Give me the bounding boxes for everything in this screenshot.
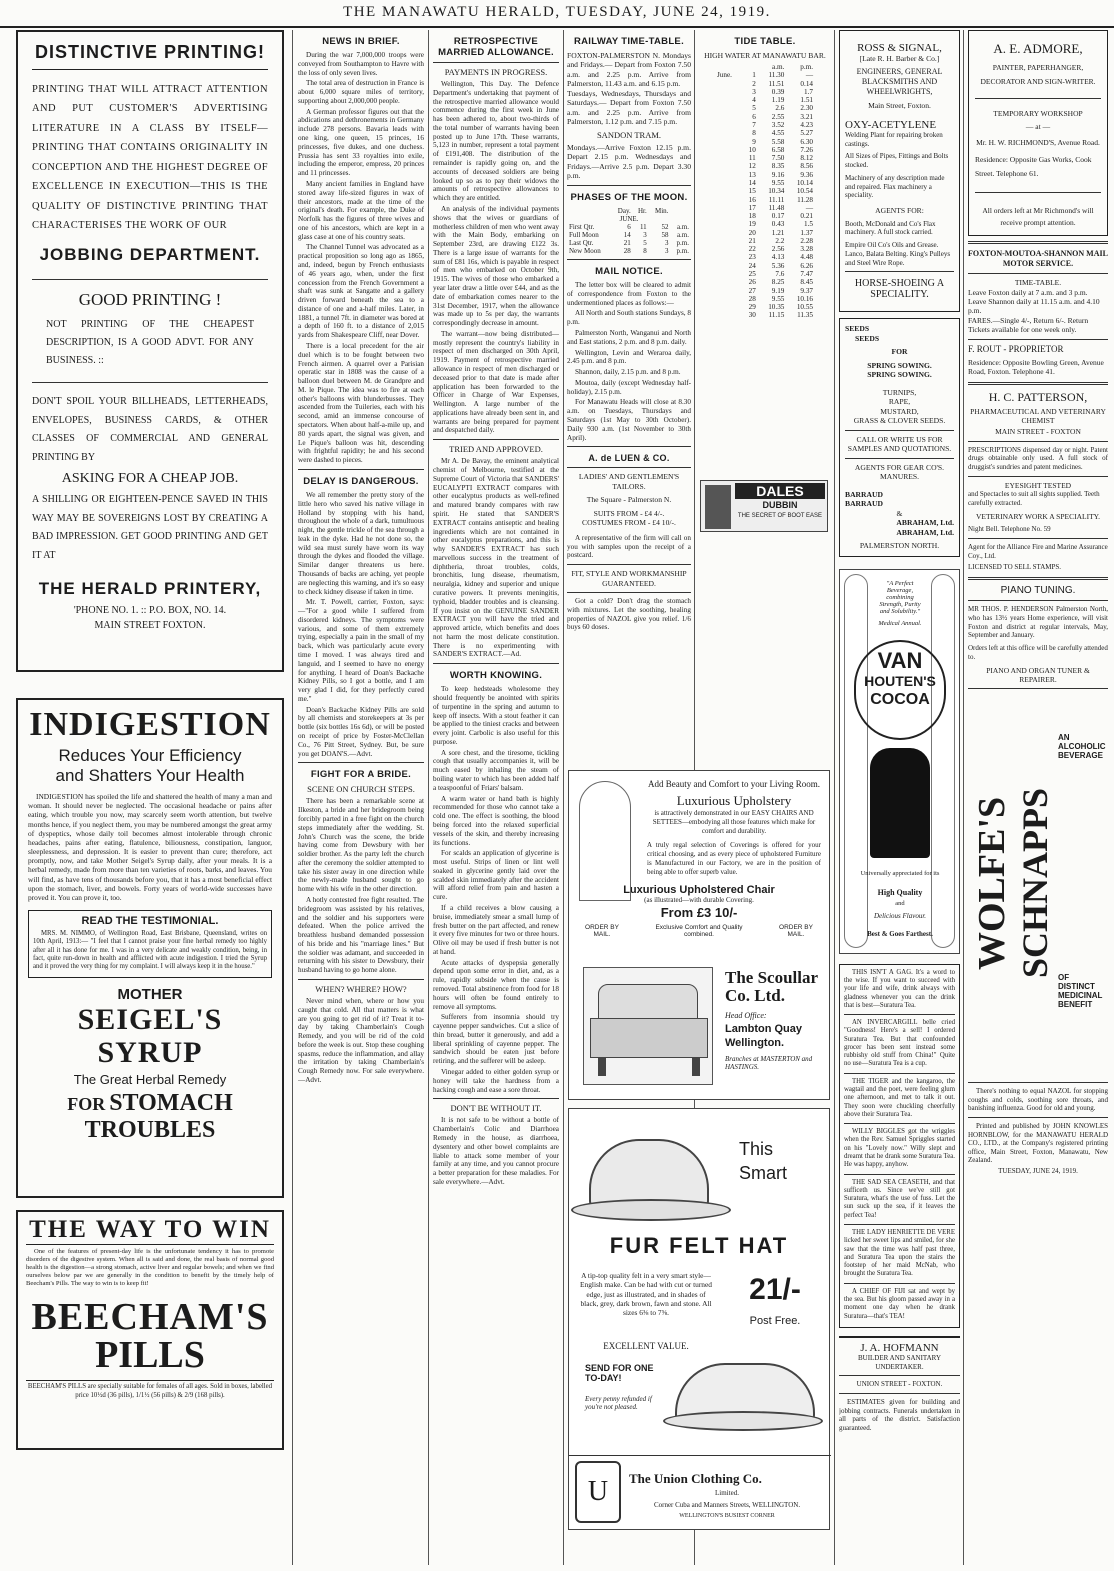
allowance-para: The warrant—now being distributed—mostly represent the country's liability in respect of men discharged on 30th April, 1919. Payment of retrospective married allowance in respect of men discharged or deceased prior to that date is made after application has been forwarded to the Officer in Charge of War Expenses, Wellington. A large number of the applications have already been sent in, and warrants are being prepared for payment and despatched daily.	[433, 329, 559, 435]
motor-title: FOXTON-MOUTOA-SHANNON MAIL MOTOR SERVICE.	[968, 249, 1108, 269]
deluen-tailors: LADIES' AND GENTLEMEN'S TAILORS.	[578, 472, 680, 491]
dont-spoil: DON'T SPOIL YOUR BILLHEADS, LETTERHEADS, ENVELOPES, BUSINESS CARDS, & OTHER CLASSES OF COMMERCIAL AND GENERAL PRINTING BY	[32, 396, 268, 463]
moon-row: New Moon 28 8 3 p.m.	[569, 247, 689, 256]
cocoa-medical: Medical Annual.	[878, 619, 922, 627]
news-para: The total area of destruction in France is about 6,000 square miles of territory, supporting about 2,000,000 people.	[298, 79, 424, 105]
shilling-saved: A SHILLING OR EIGHTEEN-PENCE SAVED IN THIS WAY MAY BE SOVEREIGNS LOST BY CREATING A BAD IMPRESSION. GET GOOD PRINTING AND GET IT AT	[32, 494, 268, 561]
ross-mach: Machinery of any description made and repaired. Flax machinery a speciality.	[845, 173, 945, 200]
tide-row: 19 0.43 1.5	[748, 220, 813, 229]
delay-para: We all remember the pretty story of the little hero who saved his native village in Holland by stopping with his hand, throughout the whole of a dark, tumultuous night, the gentle trickle of the sea through a leak in the dyke. Had he not done so, the wild sea must surely have worn its way through the dykes and flooded the village. Similar danger threatens us here. Thousands of backs are aching, yet people are neglecting this warning, and it's so easy to check kidney disease if taken in time.	[298, 490, 424, 596]
column-railway	[567, 30, 691, 740]
patterson-chem: PHARMACEUTICAL AND VETERINARY CHEMIST	[970, 406, 1106, 425]
tide-head-pm: p.m.	[800, 63, 813, 71]
piano-tuner: PIANO AND ORGAN TUNER & REPAIRER.	[986, 665, 1090, 684]
cocoa-best: Best & Goes Farthest.	[867, 929, 933, 938]
scoullar-body2: A truly regal selection of Coverings is offered for your critical choosing, and as every piece of upholstered Furniture is Manufactured in our Factory, we are in the position of being able to offer superb value.	[647, 841, 821, 876]
indigestion-title: INDIGESTION	[29, 706, 271, 743]
tide-row: 2 11.51 0.14	[752, 79, 813, 88]
ross-booth: Booth, McDonald and Co's Flax machinery. A full stock carried.	[845, 219, 936, 237]
allowance-heading: RETROSPECTIVE MARRIED ALLOWANCE.	[438, 36, 554, 58]
seed-turnips: TURNIPS,	[882, 387, 917, 397]
herald-printery: THE HERALD PRINTERY,	[38, 579, 262, 599]
tide-row: 30 11.15 11.35	[748, 311, 813, 320]
beechams: BEECHAM'S	[31, 1296, 269, 1339]
jobbing-dept: JOBBING DEPARTMENT.	[39, 245, 261, 265]
admore-title: A. E. ADMORE,	[993, 41, 1083, 56]
worth-para: A warm water or hand bath is highly recommended for those who cannot take a cold one. The effect is soothing, the blood being forced into the relaxed superficial vessels of the skin, and thereby increasing its functions.	[433, 794, 559, 847]
tide-row: 3 0.39 1.7	[752, 87, 813, 96]
patterson-spec: and Spectacles to suit all sights supplied. Teeth carefully extracted.	[968, 490, 1100, 507]
railway-heading: RAILWAY TIME-TABLE.	[573, 36, 685, 47]
deluen-title: A. de LUEN & CO.	[588, 453, 670, 464]
tide-row: 17 11.48 —	[748, 203, 813, 212]
cocoa-univ: Universally appreciated for its	[860, 869, 940, 877]
tide-row: 23 4.13 4.48	[748, 253, 813, 262]
scoullar-co: The Scoullar Co. Ltd.	[725, 968, 819, 1005]
tide-row: 18 0.17 0.21	[748, 212, 813, 221]
ladies-silhouette	[870, 748, 930, 858]
seed-mustard: MUSTARD,	[880, 406, 919, 416]
allowance-para: Wellington, This Day. The Defence Department's undertaking that payment of the retrospective married allowance would commence during the first week in June has been adhered to, about two-thirds of the total number of warrants having been posted up to June 17th. These warrants, 5,123 in number, represent a total payment of £191,408. The distribution of the remainder is rapidly going on, and the accounts of deceased soldiers are being looked up so as to pay their widows the amounts of retrospective allowances to which they are entitled.	[433, 80, 559, 203]
tide-row: 4 1.19 1.51	[752, 96, 813, 105]
ross-main: Main Street, Foxton.	[868, 101, 931, 111]
scoullar-illus: (as illustrated—with durable Covering.	[644, 896, 754, 905]
cocoa-del: Delicious Flavour.	[873, 911, 927, 920]
barraud-2: BARRAUD	[845, 499, 883, 509]
oxy-title: OXY-ACETYLENE	[845, 118, 937, 131]
seed-rape: RAPE,	[888, 397, 911, 407]
cocoa-oval	[854, 640, 946, 740]
printing-body: PRINTING THAT WILL ATTRACT ATTENTION AND PUT CUSTOMER'S ADVERTISING LITERATURE IN A CLASS BY ITSELF—PRINTING THAT CONTAINS ORIGINALITY IN CONCEPTION AND THE HIGHEST DEGREE OF EXCELLENCE IN EXECUTION—THIS IS THE QUALITY OF DISTINCTIVE PRINTING THAT CHARACTERISES THE WORK OF OUR	[32, 84, 268, 231]
hofmann-street: UNION STREET - FOXTON.	[856, 1380, 943, 1389]
piano-thos: MR THOS. P. HENDERSON Palmerston North, who has 13½ years Home experience, will visit Foxton and district at regular intervals, May, September and January.	[968, 605, 1108, 640]
moon-head	[567, 207, 612, 215]
scoullar-body: is attractively demonstrated in our EASY CHAIRS AND SETTEES—embodying all those features which make for comfort and durability.	[652, 809, 816, 835]
column-rule	[292, 30, 293, 1565]
ross-title: ROSS & SIGNAL,	[857, 42, 942, 54]
motor-rout: F. ROUT - PROPRIETOR	[968, 343, 1064, 354]
tide-head-am: a.m.	[772, 63, 785, 71]
suratura-gag: THIS ISN'T A GAG. It's a word to the wise. If you want to succeed with your life and wife, drink always with gladness whenever you can the drink that is best—Suratura Tea.	[844, 968, 955, 1009]
patterson-vet: VETERINARY WORK A SPECIALITY.	[975, 511, 1101, 521]
seeds-for: FOR	[891, 347, 908, 357]
news-para: A German professor figures out that the abdications and dethronements in Germany include 278 persons. Bavaria leads with one king, one queen, 15 princes, 16 princesses, five dukes, and one duchess. Prussia has sent 33 royalties into exile, including the emperor, empress, 20 princes and 11 princesses.	[298, 107, 424, 178]
moon-month: JUNE.	[619, 214, 639, 223]
hat-body: A tip-top quality felt in a very smart style—English make. Can be had with cut or turned edge, just as illustrated, and in shades of black, grey, dark brown, fawn and stone. All sizes 6⅜ to 7⅝.	[580, 1271, 712, 1317]
suratura-inverc: AN INVERCARGILL belle cried "Goodness! Here's a sell! I ordered Suratura Tea. But that confounded grocer has been sent instead some rubbishy old stuff from China!" Quite no use—Suratura Tea is a cup.	[844, 1019, 955, 1068]
mail-para: The letter box will be cleared to admit of correspondence from Foxton to the undermentioned places as follows:—	[567, 281, 691, 307]
abraham-2: ABRAHAM, Ltd.	[896, 527, 954, 537]
sandon-heading: SANDON TRAM.	[596, 129, 662, 140]
seeds-2: SEEDS	[855, 333, 880, 343]
moon-row: Last Qtr. 21 5 3 p.m.	[569, 239, 689, 247]
ross-pipes: All Sizes of Pipes, Fittings and Bolts stocked.	[845, 152, 949, 170]
cocoa-quote: "A Perfect Beverage, combining Strength, Purity and Solubility."	[879, 579, 921, 615]
worth-para: Acute attacks of dyspepsia generally depend upon some error in diet, and, as a rule, rapidly subside when the cause is removed. Total abstinence from food for 18 hours will often be found entirely to remove all symptoms.	[433, 958, 559, 1011]
masthead: THE MANAWATU HERALD, TUESDAY, JUNE 24, 1919.	[0, 4, 1114, 28]
moon-head	[670, 207, 691, 215]
tide-row: 25 7.6 7.47	[748, 270, 813, 279]
stomach-troubles: STOMACH TROUBLES	[84, 1090, 233, 1144]
news-para: Many ancient families in England have stored away life-sized figures in wax of their ancestors, made at the time of the original's death. For example, the Duke of Norfolk has the figures of three wives and one of his ancestors, which are kept in a glass case at one of his country seats.	[298, 179, 424, 241]
spring-2: SPRING SOWING.	[867, 370, 932, 380]
worth-para: Sufferers from insomnia should try cayenne pepper sandwiches. Cut a slice of thin bread, butter it generously, and add a liberal sprinkling of cayenne pepper. The sandwich should be eaten just before retiring, and the sufferer will be asleep.	[433, 1013, 559, 1066]
worth-para: A sore chest, and the tiresome, tickling cough that usually accompanies it, will be much eased by inhaling the steam of boiling water to which has been added half a teaspoonful of Friars' balsam.	[433, 748, 559, 792]
news-heading: NEWS IN BRIEF.	[322, 36, 400, 47]
seed-grass: GRASS & CLOVER SEEDS.	[853, 416, 946, 426]
worth-para: To keep hedsteads wholesome they should frequently be anointed with spirits of turpentine in the spring and autumn to keep off insects. With a stout feather it can be applied to the tiniest cracks and between every joint. Carbolic is also useful for this purpose.	[433, 685, 559, 746]
cocoa-van: VAN	[877, 647, 923, 673]
tide-row: 22 2.56 3.28	[748, 245, 813, 254]
mail-para: Moutoa, daily (except Wednesday half-holiday), 2.15 p.m.	[567, 378, 691, 396]
patterson-alliance: Agent for the Alliance Fire and Marine Assurance Coy., Ltd.	[968, 542, 1108, 560]
barraud-palm: PALMERSTON NORTH.	[859, 541, 940, 551]
schnapps: SCHNAPPS	[1015, 788, 1055, 979]
patterson-bell: Night Bell. Telephone No. 59	[968, 525, 1051, 534]
indigestion-sub2: and Shatters Your Health	[55, 766, 245, 785]
dales-title: DALES	[735, 483, 825, 499]
tide-row: June. 1 11.30 —	[717, 71, 813, 80]
suratura-lady: THE LADY HENRIETTE DE VERE licked her sweet lips and smiled, for she saw that the time was half past three, and Suratura Tea upon the stairs the footstep of her maid McNab, who brought the Suratura Tea.	[844, 1228, 955, 1278]
worth-para: Vinegar added to either golden syrup or honey will take the hardness from a hacking cough and ease a sore throat.	[433, 1068, 559, 1094]
beecham-ad	[16, 1210, 284, 1450]
delay-heading: DELAY IS DANGEROUS.	[303, 475, 419, 487]
pills: PILLS	[95, 1334, 205, 1377]
fur-felt-hat-ad	[568, 1108, 830, 1530]
dales-tag: THE SECRET OF BOOT EASE	[737, 513, 823, 519]
seigels-syrup: SEIGEL'S SYRUP	[77, 1003, 223, 1070]
footer-date: TUESDAY, JUNE 24, 1919.	[998, 1166, 1078, 1175]
scoullar-exclusive: Exclusive Comfort and Quality combined.	[655, 924, 743, 938]
mail-para: Palmerston North, Wanganui and North and East stations, 2 p.m. and 8 p.m. daily.	[567, 329, 691, 346]
hofmann-title: J. A. HOFMANN	[860, 1341, 939, 1354]
wolfes-schnapps-ad	[968, 693, 1108, 1078]
printery-street: MAIN STREET FOXTON.	[94, 620, 206, 632]
tide-row: 9 5.58 6.30	[752, 137, 813, 146]
when-heading: WHEN? WHERE? HOW?	[315, 984, 407, 994]
moon-head: Hr.	[637, 206, 647, 215]
ross-late: [Late R. H. Barber & Co.]	[859, 54, 940, 63]
delay-para: Doan's Backache Kidney Pills are sold by all chemists and storekeepers at 3s per bottle (six bottles 16s 6d), or will be posted on receipt of price by Foster-McClellan Co., 76 Pitt Street, Sydney. But, be sure you get DOAN'S.—Advt.	[298, 705, 424, 758]
spring-1: SPRING SOWING.	[867, 360, 932, 370]
tide-row: 13 9.16 9.36	[748, 170, 813, 179]
mail-para: All North and South stations Sundays, 8 p.m.	[567, 309, 691, 327]
deluen-fit: FIT, STYLE AND WORKMANSHIP GUARANTEED.	[571, 569, 687, 588]
piano-title: PIANO TUNING.	[1000, 585, 1076, 597]
scoullar-ad	[568, 770, 830, 1100]
tide-row: 8 4.55 5.27	[752, 129, 813, 138]
tide-table	[715, 63, 815, 320]
scoullar-addr2: Wellington.	[725, 1037, 785, 1049]
tide-heading: TIDE TABLE.	[734, 36, 796, 47]
moon-row: First Qtr. 6 11 52 a.m.	[569, 222, 689, 231]
tide-sub: HIGH WATER AT MANAWATU BAR.	[704, 51, 826, 60]
cocoa-houten: HOUTEN'S	[864, 672, 936, 689]
column-allowance	[433, 30, 559, 1567]
admore-painter: PAINTER, PAPERHANGER, DECORATOR AND SIGN-WRITER.	[980, 63, 1096, 86]
tide-row: 12 8.35 8.56	[748, 162, 813, 171]
testimonial-box	[28, 910, 272, 978]
suratura-tiger: THE TIGER and the kangaroo, the wagtail and the poet, were feeling glum one afternoon, and met to talk it out. They soon were chuckling cheerfully above their Suratura Tea.	[844, 1077, 955, 1118]
admore-richmond: Mr. H. W. RICHMOND'S, Avenue Road.	[976, 137, 1100, 147]
column-ads-left	[16, 30, 284, 1567]
suratura-chief: A CHIEF OF FIJI sat and wept by the sea. But his gloom passed away in a moment one day when he drank Suratura—that's TEA!	[844, 1287, 955, 1320]
cocoa-high: High Quality	[877, 887, 923, 897]
column-rule	[563, 30, 564, 1565]
motor-leave1: Leave Foxton daily at 7 a.m. and 3 p.m.	[968, 287, 1088, 297]
ross-eng: ENGINEERS, GENERAL BLACKSMITHS AND WHEELWRIGHTS,	[856, 67, 943, 97]
hofmann-ad	[839, 1336, 960, 1432]
fur-felt-hat: FUR FELT HAT	[609, 1233, 789, 1258]
tide-row: 5 2.6 2.30	[752, 104, 813, 113]
news-para: During the war 7,000,000 troops were conveyed from Southampton to Havre with the loss of only seven lives.	[298, 51, 424, 77]
barraud-amp: &	[896, 508, 903, 518]
column-rule	[963, 30, 964, 1565]
scoullar-price: From £3 10/-	[660, 905, 738, 920]
tide-row: 7 3.52 4.23	[752, 120, 813, 129]
tide-row: 15 10.34 10.54	[748, 187, 813, 196]
tide-row: 16 11.11 11.28	[748, 195, 813, 204]
allowance-para: An analysis of the individual payments shows that the wives or guardians of motherless children of men who went away with the Main Body, embarking on September 23rd, are drawing £122 3s. There is a large issue of warrants for the sum of £81 16s, which is payable in respect of men who embarked on October 9th, 1915. The wives of those who embarked a year later draw a little over £44, and as the date of embarkation comes nearer to the 31st December, 1917, when the allowance was made up to 5s per day, the warrants correspondingly decrease in amount.	[433, 204, 559, 328]
indigestion-body: INDIGESTION has spoiled the life and shattered the health of many a man and woman. It should never be neglected. The occasional headache or pains after eating, which trouble you now, may scarcely seem worth attention, but twelve months hence, if you neglect them, you may be numbered amongst the great army of dyspeptics, whose daily toil becomes almost intolerable through chronic headaches, pains after eating, flatulence, biliousness, constipation, languor, sleeplessness, and depression. It is easier to prevent than cure; therefore, act promptly, now, and take Mother Seigel's Syrup daily, after your meals. It is a herbal remedy, made from more than ten varieties of roots, barks, and leaves. You will find, as have tens of thousands before you, that it has a most beneficial effect upon the stomach, liver, and bowels. Forty years of world-wide successes have proved it. You can prove it, too.	[28, 792, 272, 902]
deluen-costumes: COSTUMES FROM - £4 10/-.	[582, 518, 676, 528]
worth-heading: WORTH KNOWING.	[449, 670, 543, 682]
wolfes: WOLFE'S	[971, 796, 1013, 970]
motor-tt: TIME-TABLE.	[1014, 278, 1062, 288]
lamp-icon	[579, 781, 631, 901]
seeds-call: CALL OR WRITE US FOR SAMPLES AND QUOTATIONS.	[847, 434, 952, 454]
seeds-gear: AGENTS FOR GEAR CO'S. MANURES.	[854, 462, 945, 482]
cocoa-and: and	[895, 899, 905, 907]
beecham-small: BEECHAM'S PILLS are specially suitable for females of all ages. Sold in boxes, labelled price 10½d (36 pills), 1/1½ (56 pills) & 2/9 (168 pills).	[26, 1380, 274, 1400]
railway-1: FOXTON-PALMERSTON N. Mondays and Fridays.— Depart from Foxton 7.50 a.m. and 2.25 p.m. Arrive from Palmerston, 11.43 a.m. and 6.15 p.m.	[567, 51, 691, 89]
admore-temp: TEMPORARY WORKSHOP	[993, 109, 1083, 118]
suratura-sad: THE SAD SEA CEASETH, and that sufficeth us. Since we've still got Suratura, what's the use of fuss. Let the sun suck up the sea, if it leaves the perfect Tea!	[844, 1178, 955, 1219]
bride-para: There has been a remarkable scene at Ilkeston, a bride and her bridegroom being forcibly parted in a free fight on the church steps immediately after the wedding. St. John's Church was the scene, the bride having come from Dewsbury with her soldier brother. As the party left the church after the ceremony the soldier attempted to take his sister away in one direction while the newly-made husband sought to go home with his wife in the other direction.	[298, 797, 424, 894]
admore-res: Residence: Opposite Gas Works, Cook Street. Telephone 61.	[975, 155, 1092, 178]
patterson-eye: EYESIGHT TESTED	[1004, 480, 1072, 490]
phone-box: 'PHONE NO. 1. :: P.O. BOX, NO. 14.	[73, 605, 227, 617]
motor-fares: FARES.—Single 4/-, Return 6/-. Return Tickets available for one week only.	[968, 315, 1089, 335]
hofmann-builder: BUILDER AND SANITARY UNDERTAKER.	[857, 1353, 942, 1371]
moon-head: Day.	[617, 206, 631, 215]
tried-heading: TRIED AND APPROVED.	[449, 444, 543, 455]
testimonial-title: READ THE TESTIMONIAL.	[81, 915, 219, 928]
column-rule	[834, 30, 835, 1565]
scoullar-head: Head Office:	[725, 1011, 767, 1020]
barraud-1: BARRAUD	[845, 489, 883, 499]
moon-head: Min.	[655, 206, 669, 215]
wolfes-of: OF DISTINCT MEDICINAL BENEFIT	[1058, 973, 1103, 1010]
patterson-main: MAIN STREET - FOXTON	[995, 427, 1081, 437]
suratura-ad	[839, 964, 960, 1328]
tide-row: 29 10.35 10.55	[748, 303, 813, 312]
printed-by: Printed and published by JOHN KNOWLES HORNBLOW, for the MANAWATU HERALD CO., LTD., at the Company's registered printing office, Main Street, Foxton, Manawatu, New Zealand.	[968, 1121, 1108, 1165]
column-news	[298, 30, 424, 1567]
bride-heading: FIGHT FOR A BRIDE.	[310, 769, 412, 781]
nazol-equal: There's nothing to equal NAZOL for stopping coughs and colds, soothing sore throats, and banishing influenza. Good for old and young.	[968, 1087, 1108, 1113]
seigel-ad	[16, 698, 284, 1198]
hat-post: Post Free.	[749, 1315, 801, 1327]
tide-row: 6 2.55 3.21	[752, 112, 813, 121]
hat-value: EXCELLENT VALUE.	[603, 1341, 689, 1351]
way-to-win: THE WAY TO WIN	[26, 1216, 274, 1245]
union-ltd: Limited.	[715, 1489, 739, 1497]
scoullar-add: Add Beauty and Comfort to your Living Room.	[648, 779, 820, 789]
seeds-ad	[839, 318, 960, 556]
railway-2: Tuesdays, Wednesdays, Thursdays and Saturdays.— Depart from Foxton 7.50 a.m. and 2.25 p.m. Arrive from Palmerston, 1.12 p.m. and 7.15 p.m.	[567, 88, 691, 127]
mail-para: Shannon, daily, 2.15 p.m. and 8 p.m.	[575, 368, 681, 377]
good-printing-body: NOT PRINTING OF THE CHEAPEST DESCRIPTION, IS A GOOD ADVT. FOR ANY BUSINESS. ::	[46, 319, 254, 367]
suratura-willy: WILLY BIGGLES got the wriggles when the Rev. Samuel Spriggles started on his "Lovely now." Willy slept and dreamt that he drank some Suratura Tea. He was happy, anyhow.	[844, 1128, 955, 1169]
column-rule	[428, 30, 429, 1565]
ross-agents: AGENTS FOR:	[875, 206, 924, 216]
order-by-mail: ORDER BY MAIL.	[779, 924, 813, 938]
union-busiest: WELLINGTON'S BUSIEST CORNER	[679, 1513, 775, 1519]
when-para: Never mind when, where or how you caught that cold. All that matters is what are you going to get rid of it? Treat it to-day by taking Chamberlain's Cough Remedy, and you will be rid of the cold before the week is out. Stop these coughing spasms, reduce the inflammation, and allay the irritation by taking Chamberlain's Cough Remedy now. For sale everywhere.—Advt.	[298, 997, 424, 1085]
way-body: One of the features of present-day life is the unfortunate tendency it has to promote disorders of the digestive system. When all is said and done, the real basis of normal good health is the digestion—a strong stomach, active liver and regular bowels; and when we find ourselves below par we are generally in the condition to benefit by the timely help of Beecham's Pills. The way to win is to keep fit!	[26, 1248, 274, 1288]
scoullar-branches: Branches at MASTERTON and HASTINGS.	[725, 1055, 813, 1071]
tide-row: 28 9.55 10.16	[748, 294, 813, 303]
dales-sub: DUBBIN	[762, 500, 798, 510]
wolfes-alco: AN ALCOHOLIC BEVERAGE	[1058, 733, 1106, 761]
tide-row: 24 5.36 6.26	[748, 261, 813, 270]
admore-orders: All orders left at Mr Richmond's will receive prompt attention.	[982, 206, 1094, 228]
oxy-body: Welding Plant for repairing broken castings.	[845, 130, 943, 148]
tide-row: 20 1.21 1.37	[748, 228, 813, 237]
delay-para: Mr. T. Powell, carrier, Foxton, says:—"For a good while I suffered from disordered kidneys. The symptoms were various, and some of them extremely trying, especially a pain in the small of my back, which was particularly acute every time I moved. I was always tired and languid, and I seemed to have no energy for anything. I heard of Doan's Backache Kidney Pills, so I got a bottle, and I am very glad I did, for they perfectly cured me."	[298, 598, 424, 703]
tide-row: 21 2.2 2.28	[748, 236, 813, 245]
scoullar-chair: Luxurious Upholstered Chair	[623, 884, 775, 897]
bride-subheading: SCENE ON CHURCH STEPS.	[307, 784, 415, 795]
patterson-title: H. C. PATTERSON,	[988, 389, 1088, 404]
without-para: It is not safe to be without a bottle of Chamberlain's Colic and Diarrhoea Remedy in the house, as diarrhoea, dysentery and other bowel complaints are liable to attack some member of your family at any time, and you cannot procure a better preparation for these maladies. For sale everywhere.—Advt.	[433, 1116, 559, 1186]
news-para: The Channel Tunnel was advocated as a practical proposition so long ago as 1865, and, indeed, begun by French enthusiasts of 46 years ago, when, under the first concession from the French Government a shaft was sunk at Sangatte and a gallery driven forward beneath the sea to a distance of one and a-half miles. Later, in 1881, a tunnel 7ft. in diameter was bored at a depth of 160 ft. to a distance of 2,015 yards from Shakespeare Cliff, near Dover.	[298, 243, 424, 340]
worth-para: For scalds an application of glycerine is most useful. Strips of linen or lint well soaked in glycerine gently laid over the scalded skin immediately after the accident will afford relief from pain and hasten a cure.	[433, 849, 559, 902]
seeds-1: SEEDS	[845, 324, 870, 334]
mail-para: Wellington, Levin and Weraroa daily, 2.45 p.m. and 8 p.m.	[567, 348, 691, 366]
piano-orders: Orders left at this office will be carefully attended to.	[968, 644, 1108, 661]
admore-at: — at —	[1025, 122, 1051, 132]
tide-row: 27 9.19 9.37	[748, 286, 813, 295]
indigestion-sub1: Reduces Your Efficiency	[58, 746, 242, 765]
news-para: There is a local precedent for the air duel which is to be fought between two French airmen. A quarrel over a Parisian operatic star in 1808 was the cause of a balloon duel between M. de Grandpre and M. le Pique. The idea was to fire at each other's balloons with blunderbusses. They ascended from the Tuileries, each with his second, amid an immense concourse of spectators. When about half-a-mile up, and 80 yards apart, the signal was given, and Le Pique's balloon was hit, descending with frightful rapidity; he and his second were dashed to pieces.	[298, 342, 424, 465]
scoullar-lux: Luxurious Upholstery	[676, 793, 792, 808]
testimonial-body: MRS. M. NIMMO, of Wellington Road, East Brisbane, Queensland, writes on 10th April, 1913:— "I feel that I cannot praise your fine herbal remedy too highly after all it has done for me. I was in a very delicate and weakly condition, being, in fact, quite run-down in health and afflicted with acute indigestion. I tried the Syrup and it proved the very thing for my complaint. I will always keep it in the house."	[33, 930, 267, 971]
deluen-square: The Square - Palmerston N.	[586, 495, 672, 505]
printing-ad	[16, 30, 284, 672]
worth-para: If a child receives a blow causing a bruise, immediately smear a small lump of fresh butter on the part affected, and renew it every five minutes for two or three hours. Olive oil may be used if fresh butter is not at hand.	[433, 903, 559, 956]
bride-para: A hotly contested free fight resulted. The bridegroom was assisted by his relatives, and the soldier and his supporters were defeated. When the police arrived the breathless husband demanded possession of his bride and his "marriage lines." But the soldier was adamant, and succeeded in returning with his sister to Dewsbury, their husband having to go home alone.	[298, 895, 424, 975]
ross-empire: Empire Oil Co's Oils and Grease. Lanco, Balata Belting. King's Pulleys and Steel Wire Rope.	[845, 241, 951, 267]
hat-penny: Every penny refunded if you're not pleased.	[585, 1395, 652, 1411]
patterson-presc: PRESCRIPTIONS dispensed day or night. Patent drugs obtainable only used. A full stock of druggist's sundries and patent medicines.	[968, 445, 1108, 472]
admore-ad	[968, 30, 1108, 236]
van-houten-ad	[839, 569, 960, 954]
hat-price: 21/-	[749, 1273, 801, 1306]
tide-row: 14 9.55 10.14	[748, 178, 813, 187]
hat-send: SEND FOR ONE TO-DAY!	[585, 1363, 654, 1383]
tried-para: Mr A. De Bavay, the eminent analytical chemist of Melbourne, testified at the Supreme Court of Victoria that SANDERS' EUCALYPTI EXTRACT compares with other eucalyptus products as well-refined and matured brandy compares with raw spirit. He stated that SANDER'S EXTRACT contains antiseptic and healing ingredients which are not contained in other eucalyptus preparations, and this is why SANDER'S EXTRACT has such marvellous success in the treatment of diphtheria, throat troubles, colds, bronchitis, lung disease, rheumatism, neuralgia, kidney and superior and unique curative powers. It prevents meningitis, typhoid, bladder troubles and is cleansing. If you insist on the GENUINE SANDER EXTRACT you will have the tried and approved article, which benefits and does not harm the most delicate constitution. There is no experimenting with SANDER'S EXTRACT.—Ad.	[433, 457, 559, 659]
tide-row: 10 6.58 7.26	[748, 145, 813, 154]
motor-res: Residence: Opposite Bowling Green, Avenue Road, Foxton. Telephone 41.	[968, 357, 1104, 377]
tide-row: 11 7.50 8.12	[748, 154, 813, 163]
mother-label: MOTHER	[117, 986, 183, 1004]
sandon-body: Mondays.—Arrive Foxton 12.15 p.m. Depart 2.15 p.m. Wednesdays and Fridays.—Arrive 2.5 p.m. Depart 3.30 p.m.	[567, 142, 691, 181]
for-label: FOR	[67, 1094, 106, 1115]
hat-smart: Smart	[739, 1163, 788, 1183]
asking-cheap: ASKING FOR A CHEAP JOB.	[61, 471, 239, 487]
column-ross	[839, 30, 960, 1567]
patterson-licensed: LICENSED TO SELL STAMPS.	[968, 563, 1062, 572]
tide-row: 26 8.25 8.45	[748, 278, 813, 287]
moon-row: Full Moon 14 3 58 a.m.	[569, 230, 689, 239]
hat-this: This	[739, 1139, 774, 1159]
ross-signal-ad	[839, 30, 960, 312]
column-tide	[699, 30, 831, 740]
union-name: The Union Clothing Co.	[629, 1471, 762, 1486]
scoullar-addr1: Lambton Quay	[725, 1023, 803, 1035]
deluen-rep: A representative of the firm will call on you with samples upon the receipt of a postcard.	[567, 533, 691, 560]
abraham-1: ABRAHAM, Ltd.	[896, 518, 954, 528]
mail-para: For Manawatu Heads will close at 8.30 a.m. on Tuesdays, Thursdays and Saturdays (1st May to 30th October). Daily 930 a.m. (1st November to 30th April).	[567, 398, 691, 442]
armchair-illustration	[583, 967, 713, 1085]
order-by-mail: ORDER BY MAIL.	[585, 924, 619, 938]
moon-heading: PHASES OF THE MOON.	[570, 191, 688, 203]
motor-leave2: Leave Shannon daily at 11.15 a.m. and 4.10 p.m.	[968, 297, 1100, 316]
printing-title: DISTINCTIVE PRINTING!	[32, 42, 268, 70]
deluen-suits: SUITS FROM - £4 4/-.	[593, 508, 665, 518]
allowance-sub: PAYMENTS IN PROGRESS.	[444, 67, 548, 77]
mail-heading: MAIL NOTICE.	[595, 266, 663, 278]
stomach-line	[28, 1090, 272, 1144]
union-logo-icon: U	[575, 1461, 621, 1523]
herbal-remedy: The Great Herbal Remedy	[73, 1072, 227, 1088]
nazol-cold: Got a cold? Don't drag the stomach with mixtures. Let the soothing, healing properties of NAZOL give you relief. 1/6 buys 60 doses.	[567, 597, 691, 632]
cocoa-cocoa: COCOA	[870, 690, 930, 708]
column-admore	[968, 30, 1108, 1567]
hofmann-estimates: ESTIMATES given for building and jobbing contracts. Funerals undertaken in all parts of the district. Satisfaction guaranteed.	[839, 1398, 960, 1432]
moon-table	[567, 207, 691, 255]
horse-shoeing: HORSE-SHOEING A SPECIALITY.	[854, 278, 945, 301]
without-heading: DON'T BE WITHOUT IT.	[450, 1103, 542, 1114]
union-corner: Corner Cuba and Manners Streets, WELLINGTON.	[653, 1501, 801, 1509]
good-printing: GOOD PRINTING !	[78, 290, 222, 310]
